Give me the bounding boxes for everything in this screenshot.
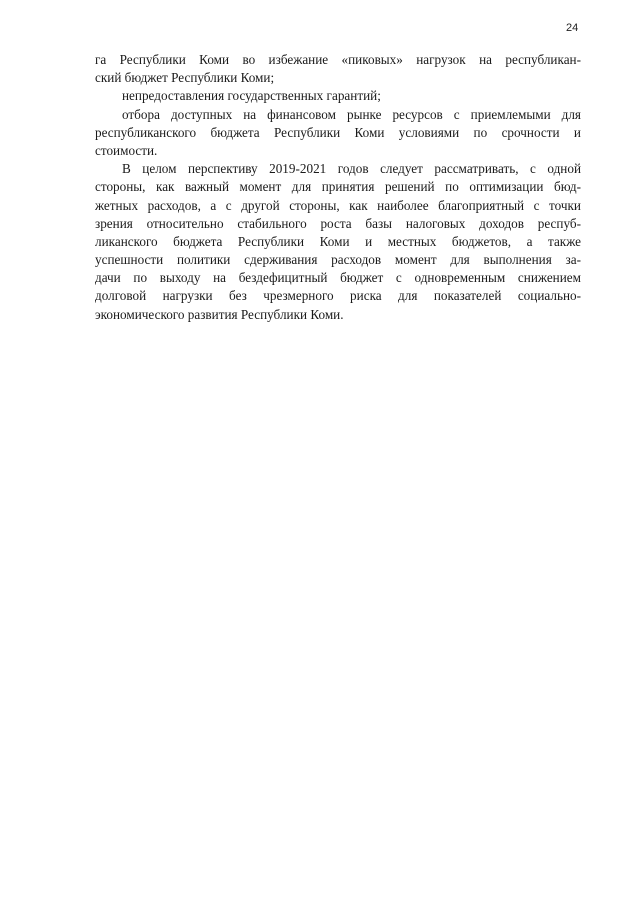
text-line: экономического развития Республики Коми. [95,306,344,322]
text-line: ский бюджет Республики Коми; [95,70,275,86]
text-line: успешности политики сдерживания расходов момент для выполнения за- [95,252,581,268]
text-line: республиканского бюджета Республики Коми условиями по срочности и [95,124,581,140]
text-line: долговой нагрузки без чрезмерного риска для показателей социально- [95,288,581,304]
text-line: стороны, как важный момент для принятия решений по оптимизации бюд- [95,179,581,195]
text-line: жетных расходов, а с другой стороны, как наиболее благоприятный с точки [95,197,581,213]
page-number: 24 [566,22,579,34]
text-line: В целом перспективу 2019-2021 годов следует рассматривать, с одной [122,161,581,177]
document-body [95,51,581,324]
text-line: зрения относительно стабильного роста базы налоговых доходов респуб- [95,215,581,231]
text-line: стоимости. [95,142,158,158]
text-line: га Республики Коми во избежание «пиковых» нагрузок на республикан- [95,52,581,67]
text-line: ликанского бюджета Республики Коми и местных бюджетов, а также [95,233,581,249]
text-line: отбора доступных на финансовом рынке ресурсов с приемлемыми для [122,106,581,122]
text-line: непредоставления государственных гарантий; [122,88,381,104]
text-line: дачи по выходу на бездефицитный бюджет с одновременным снижением [95,270,581,286]
